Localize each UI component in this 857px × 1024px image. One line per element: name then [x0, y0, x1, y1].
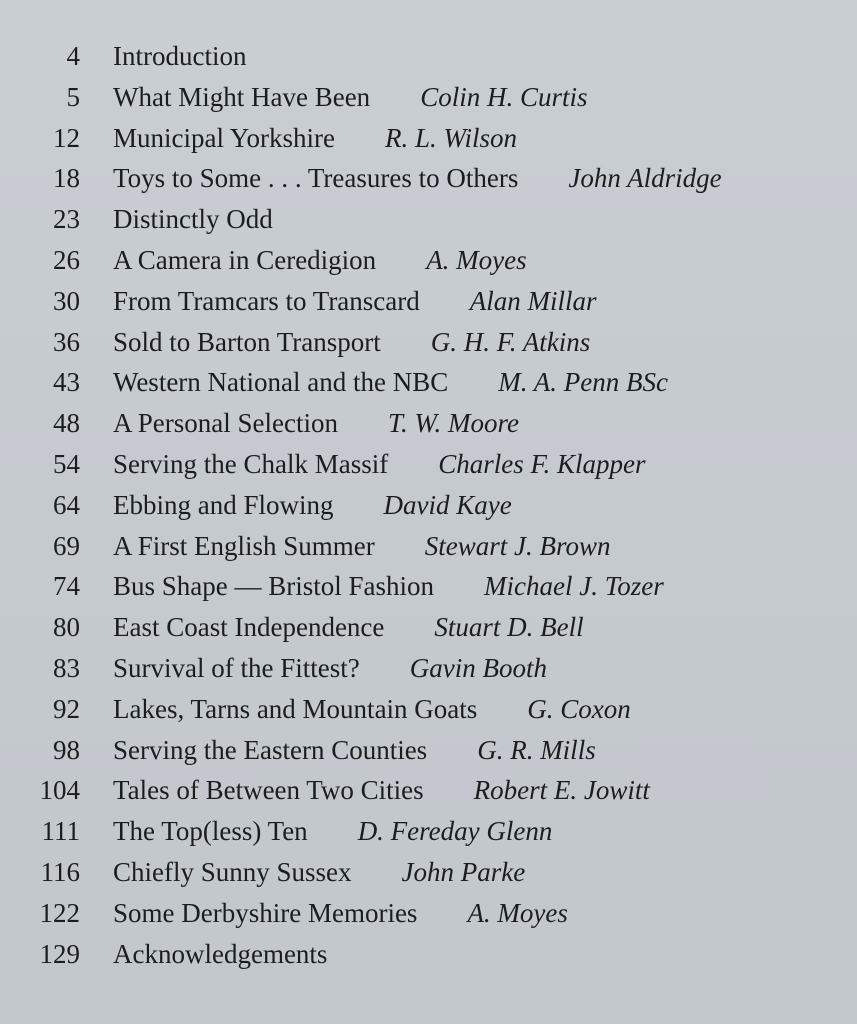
toc-title-line [113, 526, 611, 567]
toc-page-number: 12 [53, 122, 80, 153]
toc-entry [0, 36, 857, 77]
toc-title: Introduction [113, 41, 247, 71]
toc-author: Robert E. Jowitt [473, 775, 650, 806]
toc-title: East Coast Independence [113, 612, 385, 643]
toc-page-number: 26 [53, 244, 80, 275]
toc-title-line [113, 77, 587, 118]
toc-page-number: 48 [53, 408, 80, 439]
toc-entry [0, 526, 857, 567]
toc-author: R. L. Wilson [385, 122, 518, 153]
toc-author: David Kaye [383, 489, 512, 520]
toc-page-number: 64 [53, 489, 80, 520]
toc-title-line [113, 158, 722, 199]
toc-author: Gavin Booth [409, 652, 547, 683]
toc-entry [0, 852, 857, 893]
toc-entry [0, 689, 857, 730]
toc-page-number: 116 [40, 856, 80, 887]
toc-title-line [113, 36, 296, 77]
toc-page-number: 80 [53, 612, 80, 643]
toc-author: John Aldridge [568, 163, 722, 194]
toc-entry [0, 240, 857, 281]
toc-entry [0, 730, 857, 771]
toc-title: Municipal Yorkshire [113, 122, 335, 153]
toc-page-number: 36 [53, 326, 80, 357]
toc-title-line [113, 362, 668, 403]
toc-author: G. Coxon [527, 693, 631, 724]
toc-author: Alan Millar [469, 285, 597, 316]
toc-page-number: 92 [53, 693, 80, 724]
toc-page-number: 104 [39, 775, 80, 806]
toc-title: What Might Have Been [113, 81, 371, 112]
toc-title: Tales of Between Two Cities [113, 775, 424, 806]
toc-author: John Parke [401, 856, 526, 887]
toc-entry [0, 403, 857, 444]
toc-author: Charles F. Klapper [438, 448, 646, 479]
toc-author: M. A. Penn BSc [498, 367, 668, 398]
toc-page-number: 18 [53, 163, 80, 194]
toc-title: Toys to Some . . . Treasures to Others [113, 163, 519, 194]
toc-title: Some Derbyshire Memories [113, 897, 418, 928]
toc-author: T. W. Moore [387, 408, 519, 439]
toc-page-number: 129 [39, 938, 80, 969]
toc-page-number: 30 [53, 285, 80, 316]
toc-title: Bus Shape — Bristol Fashion [113, 571, 435, 602]
toc-entry [0, 485, 857, 526]
toc-author: Colin H. Curtis [420, 81, 588, 112]
toc-author: G. H. F. Atkins [430, 326, 591, 357]
toc-title: A Camera in Ceredigion [113, 244, 377, 275]
toc-title: Western National and the NBC [113, 367, 449, 398]
toc-title-line [113, 607, 584, 648]
toc-author: Michael J. Tozer [484, 571, 664, 602]
toc-page-number: 54 [53, 448, 80, 479]
toc-title-line [113, 281, 597, 322]
toc-title-line [113, 934, 377, 975]
toc-entry [0, 444, 857, 485]
toc-author: Stuart D. Bell [434, 612, 584, 643]
toc-entry [0, 281, 857, 322]
toc-title-line [113, 199, 323, 240]
toc-title: A Personal Selection [113, 408, 338, 439]
toc-title-line [113, 118, 517, 159]
toc-title-line [113, 240, 527, 281]
toc-title: Distinctly Odd [113, 204, 273, 235]
toc-title: From Tramcars to Transcard [113, 285, 420, 316]
toc-page-number: 23 [53, 204, 80, 235]
toc-title-line [113, 485, 512, 526]
toc-title-line [113, 770, 650, 811]
toc-page-number: 5 [66, 81, 80, 112]
table-of-contents [0, 36, 857, 974]
toc-entry [0, 322, 857, 363]
toc-title-line [113, 852, 525, 893]
toc-entry [0, 770, 857, 811]
toc-page-number: 122 [39, 897, 80, 928]
toc-title-line [113, 811, 552, 852]
toc-title: Ebbing and Flowing [113, 489, 334, 520]
toc-entry [0, 118, 857, 159]
toc-title-line [113, 403, 519, 444]
toc-entry [0, 607, 857, 648]
toc-entry [0, 362, 857, 403]
toc-author: G. R. Mills [477, 734, 596, 765]
toc-author: Stewart J. Brown [424, 530, 611, 561]
toc-title: Serving the Chalk Massif [113, 448, 389, 479]
toc-entry [0, 648, 857, 689]
toc-title: Survival of the Fittest? [113, 652, 360, 683]
toc-entry [0, 158, 857, 199]
toc-page-number: 111 [41, 816, 80, 847]
toc-entry [0, 934, 857, 975]
toc-author: A. Moyes [426, 244, 527, 275]
toc-title: Serving the Eastern Counties [113, 734, 428, 765]
toc-title: Lakes, Tarns and Mountain Goats [113, 693, 478, 724]
toc-title-line [113, 566, 664, 607]
toc-author: D. Fereday Glenn [357, 816, 553, 847]
toc-entry [0, 893, 857, 934]
toc-page-number: 69 [53, 530, 80, 561]
toc-title: A First English Summer [113, 530, 375, 561]
toc-title-line [113, 444, 646, 485]
toc-title-line [113, 648, 547, 689]
toc-title: Sold to Barton Transport [113, 326, 381, 357]
toc-entry [0, 566, 857, 607]
toc-entry [0, 77, 857, 118]
toc-title-line [113, 730, 596, 771]
toc-entry [0, 199, 857, 240]
toc-page-number: 43 [53, 367, 80, 398]
toc-title-line [113, 689, 631, 730]
toc-page-number: 4 [66, 41, 80, 71]
toc-page-number: 98 [53, 734, 80, 765]
toc-title: Acknowledgements [113, 938, 328, 969]
toc-page-number: 83 [53, 652, 80, 683]
toc-title-line [113, 893, 568, 934]
toc-title: The Top(less) Ten [113, 816, 308, 847]
toc-author: A. Moyes [467, 897, 568, 928]
toc-entry [0, 811, 857, 852]
toc-title-line [113, 322, 590, 363]
toc-title: Chiefly Sunny Sussex [113, 856, 352, 887]
toc-page-number: 74 [53, 571, 80, 602]
